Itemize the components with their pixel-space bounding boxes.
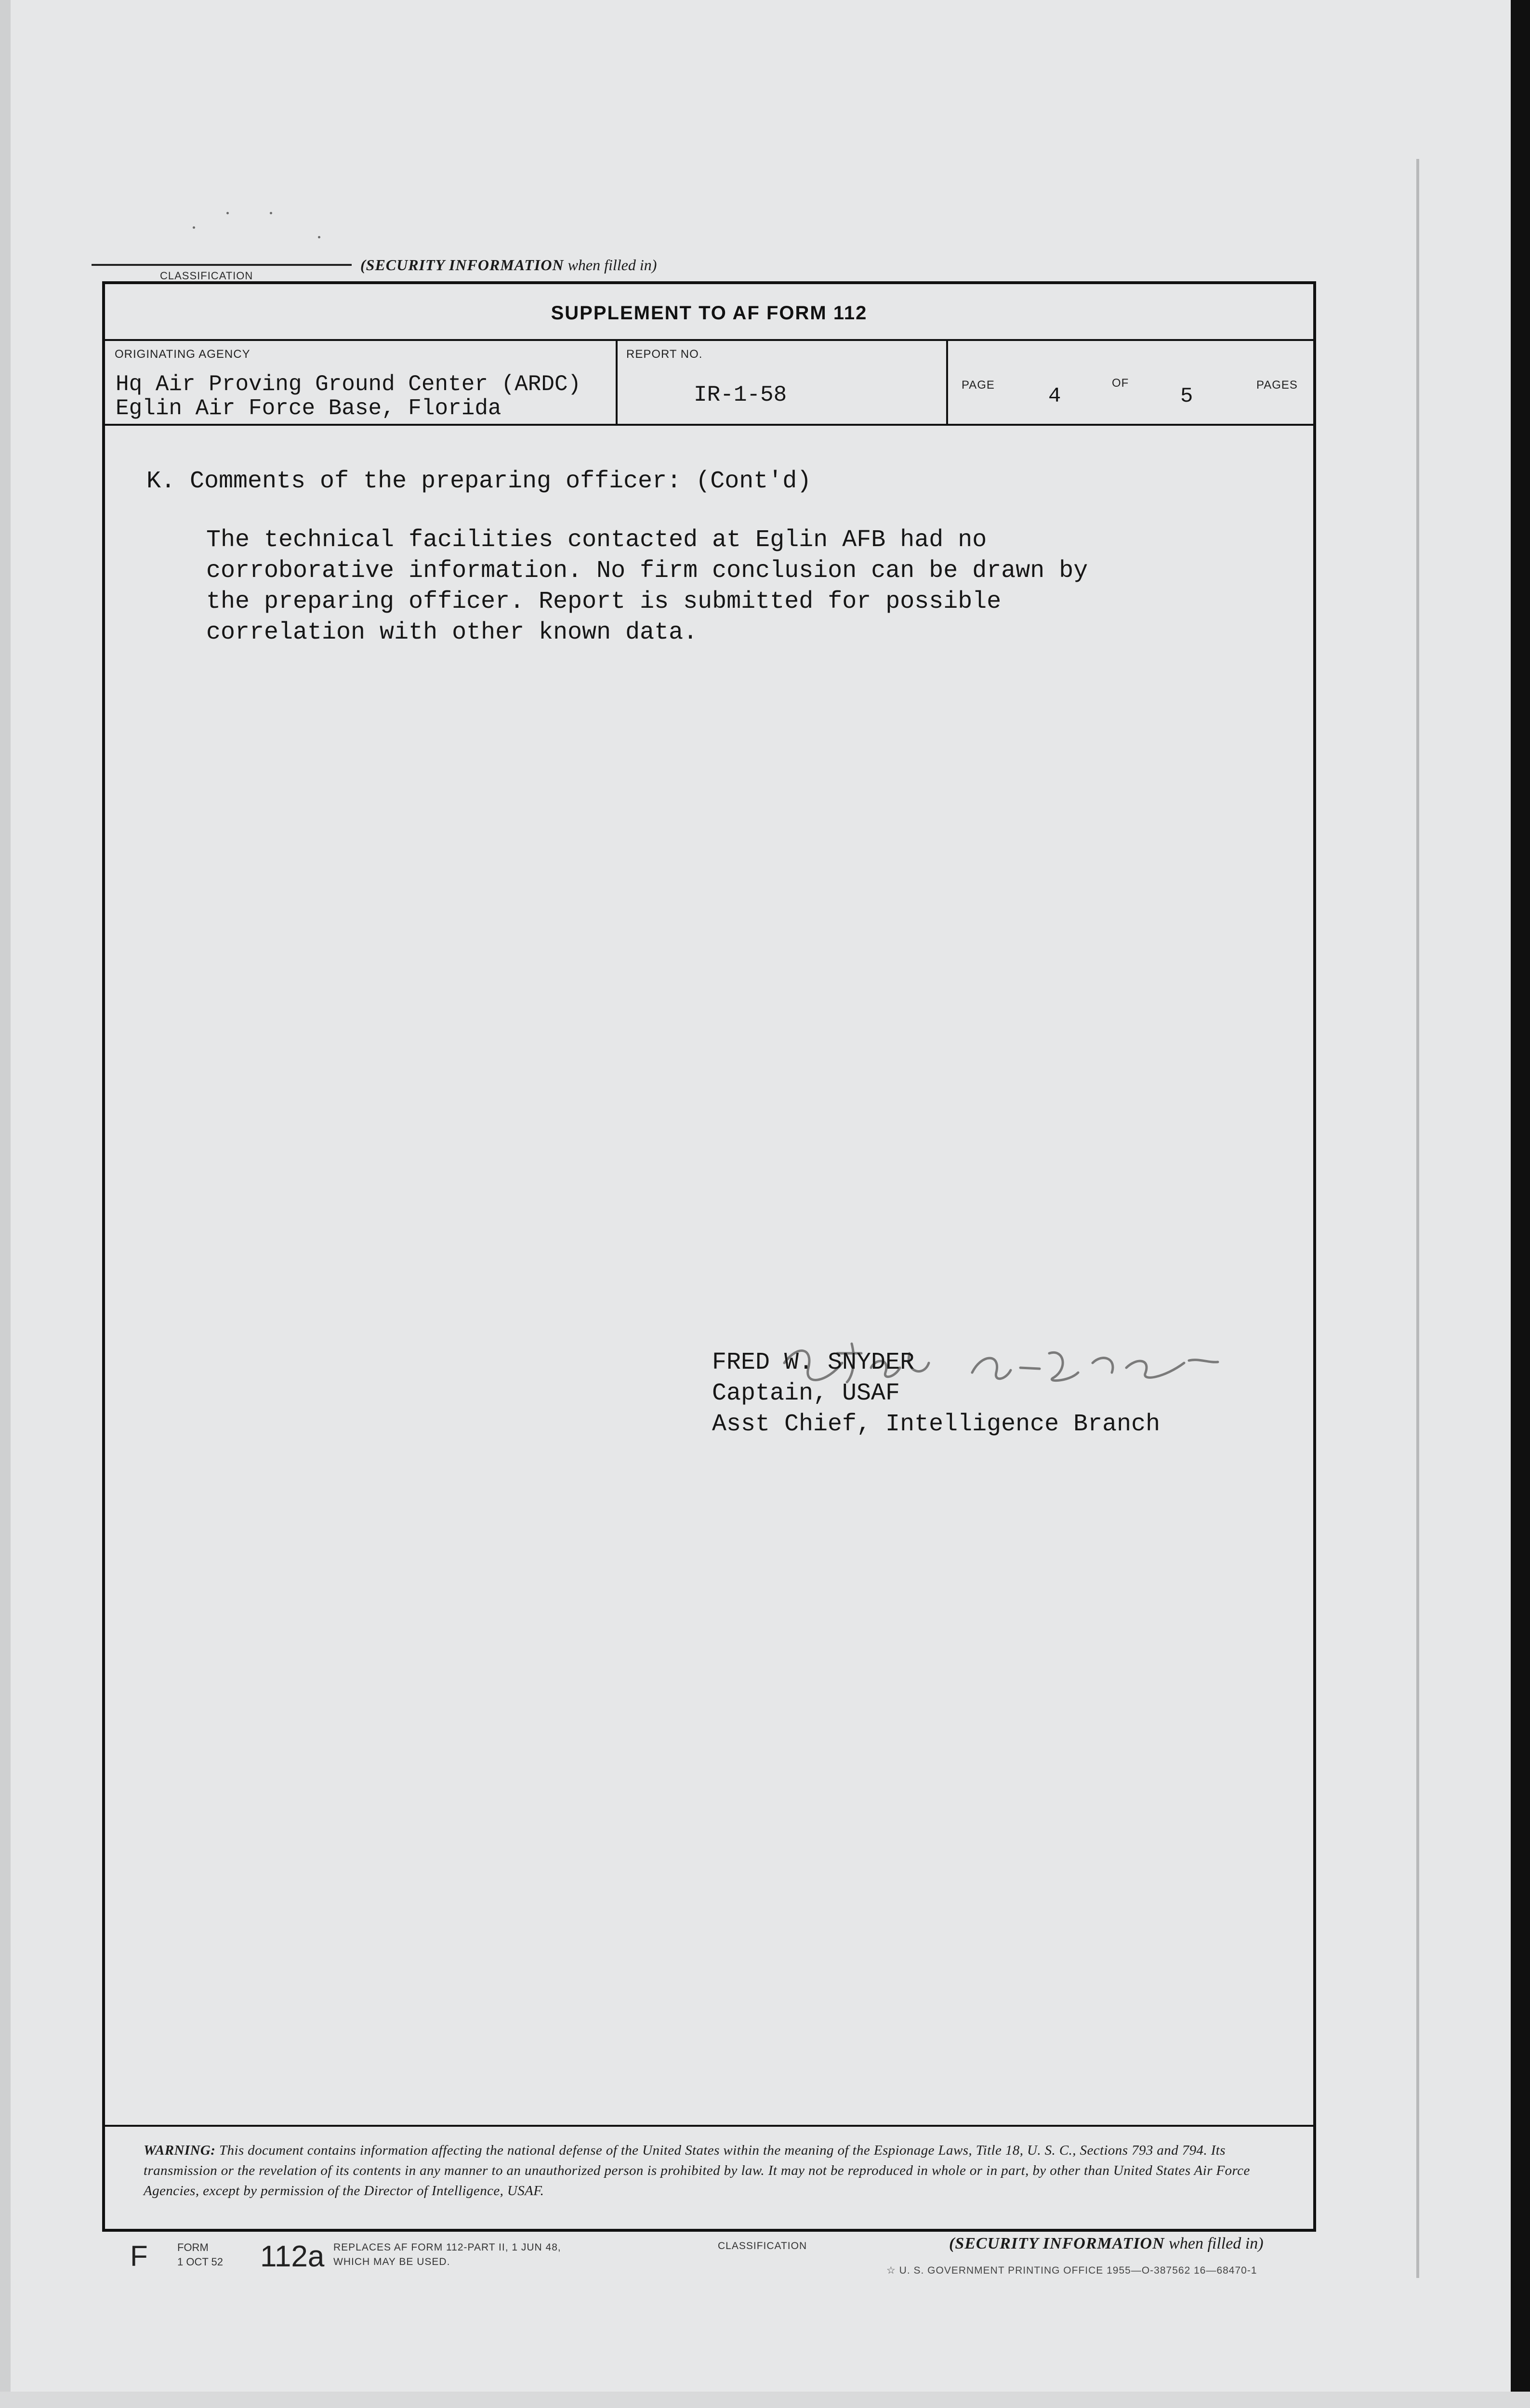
top-classification-label: CLASSIFICATION	[160, 270, 253, 282]
originating-agency-line-2: Eglin Air Force Base, Florida	[116, 396, 501, 421]
top-security-notice-rest: when filled in)	[564, 256, 657, 274]
page-number-value: 4	[1048, 384, 1061, 408]
footer-form-word-and-date	[177, 2240, 223, 2269]
originating-agency-label: ORIGINATING AGENCY	[115, 348, 251, 361]
warning-lead: WARNING:	[144, 2143, 216, 2158]
form-title: SUPPLEMENT TO AF FORM 112	[551, 302, 868, 324]
page-label: PAGE	[962, 379, 995, 392]
footer-form-number: 112a	[260, 2240, 325, 2273]
signer-title: Asst Chief, Intelligence Branch	[712, 1411, 1161, 1438]
report-no-label: REPORT NO.	[626, 348, 703, 361]
report-no-value: IR-1-58	[694, 382, 787, 407]
scan-speck	[193, 226, 195, 229]
page-divider	[946, 341, 948, 424]
warning-box	[105, 2125, 1313, 2229]
footer-replaces-line-2: WHICH MAY BE USED.	[333, 2256, 450, 2267]
footer-printing-office-line: ☆ U. S. GOVERNMENT PRINTING OFFICE 1955—O-387562 16—68470-1	[886, 2265, 1257, 2276]
scan-right-edge	[1511, 0, 1530, 2408]
paragraph-line: The technical facilities contacted at Eglin AFB had no	[206, 526, 987, 554]
footer-security-notice	[949, 2235, 1264, 2253]
form-header-row	[105, 341, 1313, 426]
footer-security-notice-bold: (SECURITY INFORMATION	[949, 2235, 1165, 2252]
paragraph-line: the preparing officer. Report is submitted for possible	[206, 588, 1002, 615]
top-security-notice-bold: (SECURITY INFORMATION	[360, 256, 564, 274]
signer-rank: Captain, USAF	[712, 1380, 900, 1407]
footer-form-date: 1 OCT 52	[177, 2256, 223, 2268]
top-classification-line	[92, 264, 352, 282]
footer-replaces-line-1: REPLACES AF FORM 112-PART II, 1 JUN 48,	[333, 2242, 561, 2253]
pages-label: PAGES	[1256, 379, 1298, 392]
scan-left-edge	[0, 0, 11, 2408]
form-frame	[102, 281, 1316, 2232]
scan-speck	[226, 212, 229, 214]
total-pages-value: 5	[1180, 384, 1193, 408]
scan-speck	[270, 212, 272, 214]
paragraph-line: correlation with other known data.	[206, 619, 698, 646]
footer-replaces-note	[333, 2240, 561, 2269]
originating-agency-line-1: Hq Air Proving Ground Center (ARDC)	[116, 372, 581, 397]
of-label: OF	[1112, 377, 1129, 390]
scan-speck	[318, 236, 320, 238]
footer-classification-label: CLASSIFICATION	[718, 2240, 807, 2251]
form-title-row	[105, 284, 1313, 341]
paragraph-line: corroborative information. No firm conclusion can be drawn by	[206, 557, 1088, 585]
footer-security-notice-rest: when filled in)	[1164, 2235, 1264, 2252]
scan-fold-line	[1416, 159, 1419, 2278]
signer-name: FRED W. SNYDER	[712, 1349, 915, 1376]
warning-text	[144, 2140, 1284, 2201]
warning-body: This document contains information affecting the national defense of the United States within the meaning of the Espionage Laws, Title 18, U. S. C., Sections 793 and 794. Its transmission or the revelation of its contents in any manner to an unauthorized person is prohibited by law. It may not be reproduced in whole or in part, by other than United States Air Force Agencies, except by permission of the Director of Intelligence, USAF.	[144, 2143, 1250, 2199]
report-no-divider	[616, 341, 618, 424]
footer-form-word: FORM	[177, 2241, 209, 2253]
section-heading: K. Comments of the preparing officer: (Cont'd)	[146, 468, 812, 495]
footer-form-letter: F	[130, 2240, 148, 2272]
scan-bottom-edge	[0, 2392, 1530, 2408]
top-security-notice	[360, 256, 657, 274]
